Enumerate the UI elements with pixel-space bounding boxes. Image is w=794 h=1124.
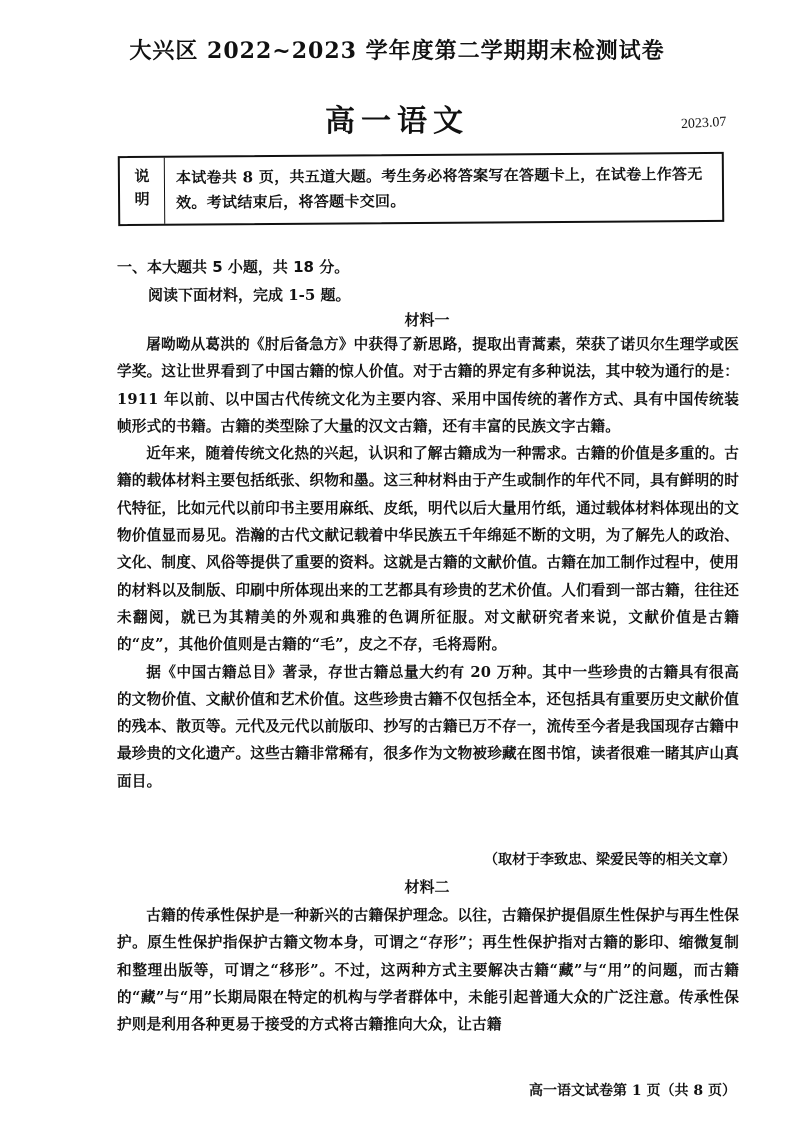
subject-title: 高一语文 bbox=[325, 104, 469, 139]
material-2-title: 材料二 bbox=[404, 878, 450, 896]
notice-label: 说明 bbox=[120, 158, 165, 224]
page-footer: 高一语文试卷第 1 页（共 8 页） bbox=[529, 1083, 736, 1099]
material-1-paragraph: 屠呦呦从葛洪的《肘后备急方》中获得了新思路，提取出青蒿素，荣获了诺贝尔生理学或医学奖。这让世界看到了中国古籍的惊人价值。对于古籍的界定有多种说法，其中较为通行的是：1911 年以前、以中国古代传统文化为主要内容、采用中国传统的著作方式、具有中国传统装帧形式的书籍。古籍的类型除了大量的汉文古籍，还有丰富的民族文字古籍。 bbox=[117, 336, 739, 435]
material-1-paragraph: 近年来，随着传统文化热的兴起，认识和了解古籍成为一种需求。古籍的价值是多重的。古籍的载体材料主要包括纸张、织物和墨。这三种材料由于产生或制作的年代不同，具有鲜明的时代特征，比如元代以前印书主要用麻纸、皮纸，明代以后大量用竹纸，通过载体材料体现出的文物价值显而易见。浩瀚的古代文献记载着中华民族五千年绵延不断的文明，为了解先人的政治、文化、制度、风俗等提供了重要的资料。这就是古籍的文献价值。古籍在加工制作过程中，使用的材料以及制版、印刷中所体现出来的工艺都具有珍贵的艺术价值。人们看到一部古籍，往往还未翻阅，就已为其精美的外观和典雅的色调所征服。对文献研究者来说，文献价值是古籍的“皮”，其他价值则是古籍的“毛”，皮之不存，毛将焉附。 bbox=[117, 445, 739, 654]
material-1-source: （取材于李致忠、梁爱民等的相关文章） bbox=[484, 852, 736, 868]
material-1-body bbox=[117, 331, 739, 795]
notice-box bbox=[118, 152, 724, 226]
exam-title: 大兴区 2022~2023 学年度第二学期期末检测试卷 bbox=[129, 38, 665, 64]
exam-date: 2023.07 bbox=[680, 114, 727, 133]
section-heading: 一、本大题共 5 小题，共 18 分。 bbox=[117, 258, 350, 276]
material-2-paragraph: 古籍的传承性保护是一种新兴的古籍保护理念。以往，古籍保护提倡原生性保护与再生性保护。原生性保护指保护古籍文物本身，可谓之“存形”；再生性保护指对古籍的影印、缩微复制和整理出版等，可谓之“移形”。不过，这两种方式主要解决古籍“藏”与“用”的问题，而古籍的“藏”与“用”长期局限在特定的机构与学者群体中，未能引起普通大众的广泛注意。传承性保护则是利用各种更易于接受的方式将古籍推向大众，让古籍 bbox=[117, 907, 739, 1034]
section-instruction: 阅读下面材料，完成 1-5 题。 bbox=[148, 286, 351, 304]
material-1-title: 材料一 bbox=[404, 311, 450, 329]
material-1-paragraph: 据《中国古籍总目》著录，存世古籍总量大约有 20 万种。其中一些珍贵的古籍具有很高的文物价值、文献价值和艺术价值。这些珍贵古籍不仅包括全本，还包括具有重要历史文献价值的残本、散页等。元代及元代以前版印、抄写的古籍已万不存一，流传至今者是我国现存古籍中最珍贵的文化遗产。这些古籍非常稀有，很多作为文物被珍藏在图书馆，读者很难一睹其庐山真面目。 bbox=[117, 663, 739, 790]
notice-text: 本试卷共 8 页，共五道大题。考生务必将答案写在答题卡上，在试卷上作答无效。考试结束后，将答题卡交回。 bbox=[175, 165, 703, 212]
material-2-body bbox=[117, 902, 739, 1038]
